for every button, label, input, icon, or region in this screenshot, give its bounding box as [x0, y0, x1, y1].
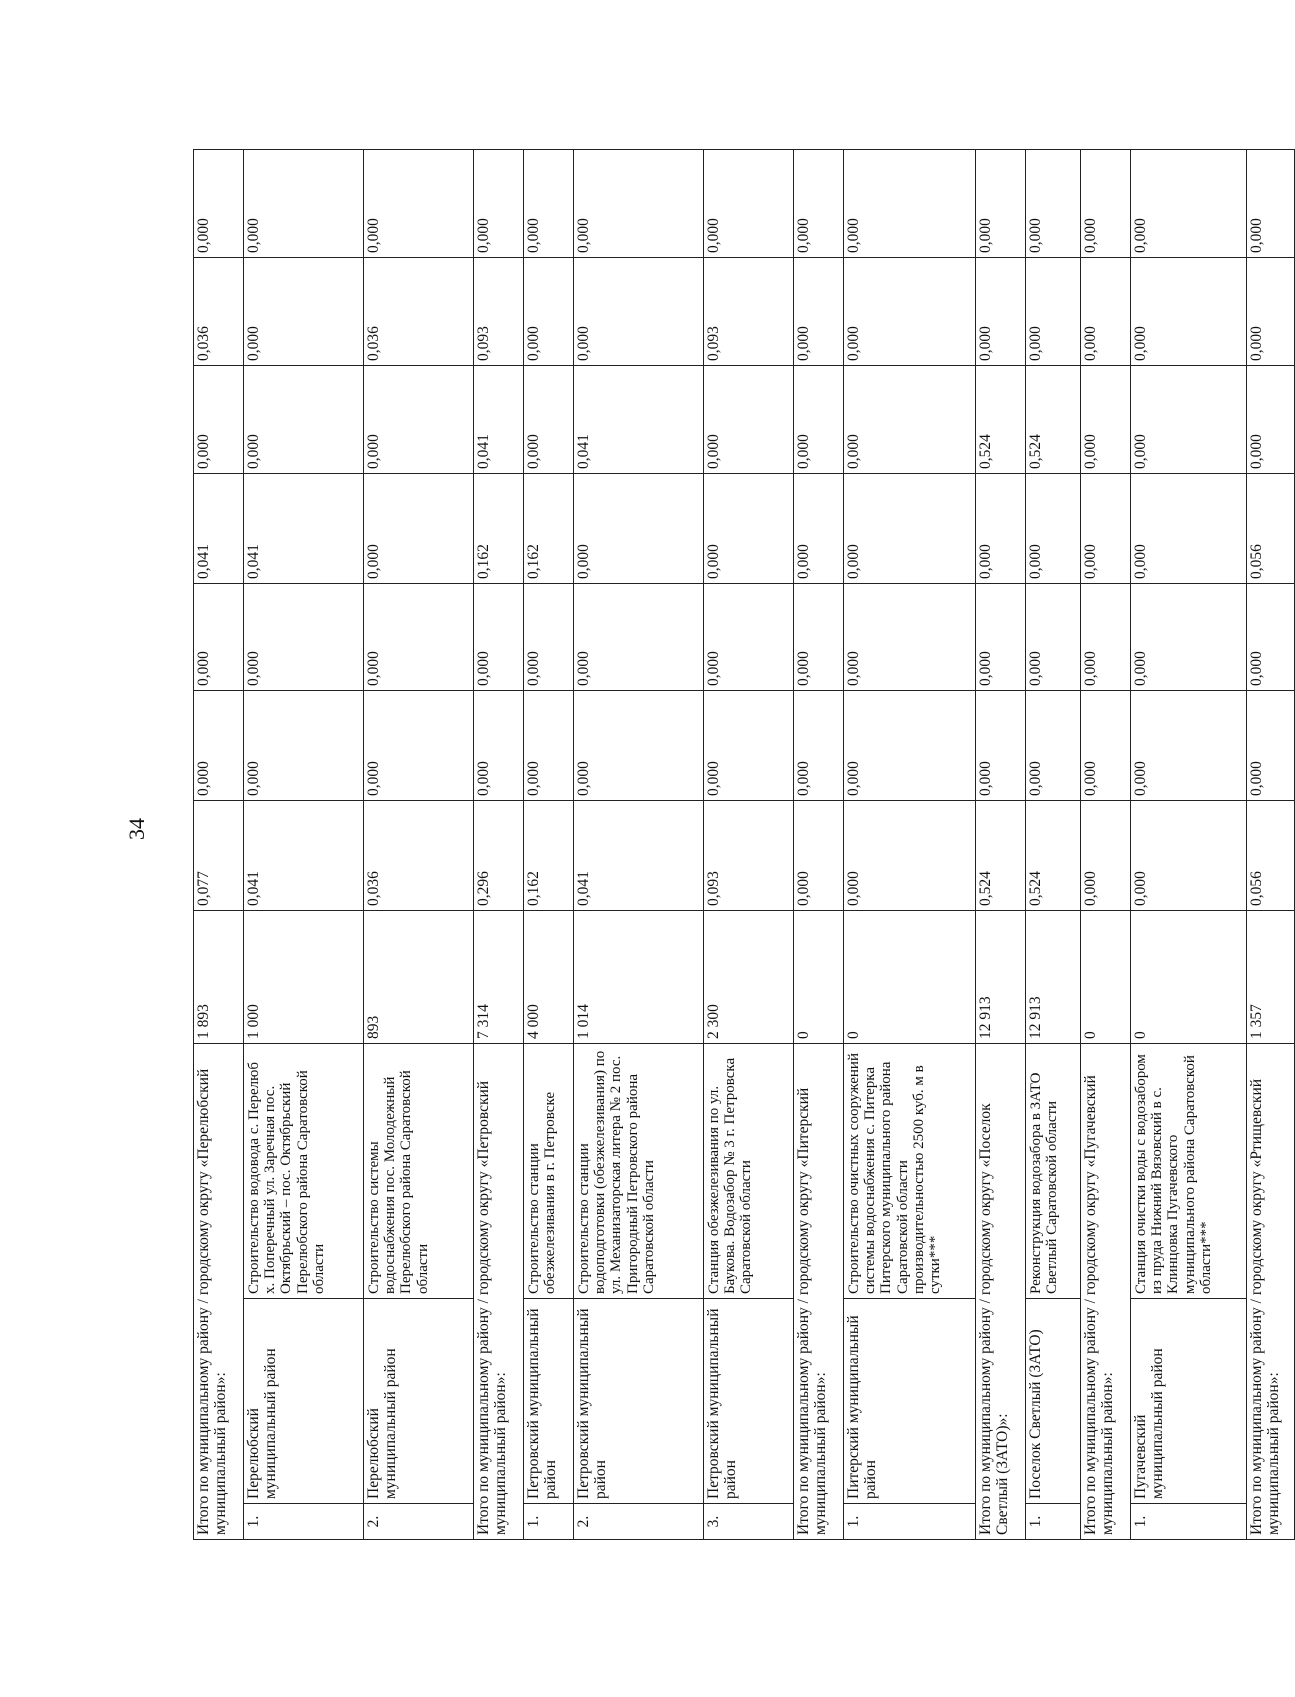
value-cell: 0,036	[364, 258, 474, 366]
value-cell: 0,041	[244, 474, 364, 584]
value-cell: 0,000	[194, 366, 244, 474]
value-cell: 0,056	[1247, 801, 1295, 911]
capacity-cell: 4 000	[524, 911, 574, 1044]
value-cell: 0,000	[1081, 150, 1131, 258]
value-cell: 0,000	[244, 258, 364, 366]
value-cell: 0,000	[194, 150, 244, 258]
value-cell: 0,000	[794, 474, 844, 584]
value-cell: 0,000	[704, 584, 794, 691]
capacity-cell: 0	[844, 911, 976, 1044]
value-cell: 0,000	[1131, 584, 1247, 691]
value-cell: 0,000	[794, 584, 844, 691]
value-cell: 0,524	[1026, 366, 1081, 474]
value-cell: 0,000	[574, 474, 704, 584]
table-row	[1131, 150, 1247, 1540]
total-label-cell: Итого по муниципальному району / городскому округу «Пугачевский муниципальный район»:	[1081, 1044, 1131, 1540]
index-cell: 3.	[704, 1504, 794, 1540]
index-cell: 2.	[364, 1504, 474, 1540]
value-cell: 0,041	[574, 801, 704, 911]
value-cell: 0,000	[1247, 258, 1295, 366]
value-cell: 0,000	[364, 474, 474, 584]
value-cell: 0,000	[194, 691, 244, 801]
district-cell: Питерский муниципальный район	[844, 1299, 976, 1504]
value-cell: 0,000	[574, 150, 704, 258]
district-cell: Петровский муниципальный район	[574, 1299, 704, 1504]
value-cell: 0,036	[364, 801, 474, 911]
total-row	[976, 150, 1026, 1540]
capacity-cell: 893	[364, 911, 474, 1044]
district-cell: Перелюбский муниципальный район	[364, 1299, 474, 1504]
value-cell: 0,000	[704, 474, 794, 584]
value-cell: 0,000	[976, 150, 1026, 258]
value-cell: 0,000	[1247, 366, 1295, 474]
project-cell: Станция очистки воды с водозабором из пруда Нижний Вязовский в с. Клинцовка Пугачевского муниципального района Саратовской области***	[1131, 1044, 1247, 1299]
value-cell: 0,041	[474, 366, 524, 474]
value-cell: 0,000	[704, 366, 794, 474]
project-cell: Станция обезжелезивания по ул. Баукова. Водозабор № 3 г. Петровска Саратовской области	[704, 1044, 794, 1299]
table-row	[1026, 150, 1081, 1540]
value-cell: 0,000	[1081, 366, 1131, 474]
value-cell: 0,000	[1081, 258, 1131, 366]
value-cell: 0,000	[1131, 366, 1247, 474]
value-cell: 0,000	[474, 691, 524, 801]
value-cell: 0,000	[1081, 691, 1131, 801]
total-row	[194, 150, 244, 1540]
value-cell: 0,056	[1247, 474, 1295, 584]
total-label-cell: Итого по муниципальному району / городскому округу «Ртищевский муниципальный район»:	[1247, 1044, 1295, 1540]
total-row	[1247, 150, 1295, 1540]
value-cell: 0,000	[574, 258, 704, 366]
capacity-cell: 7 314	[474, 911, 524, 1044]
value-cell: 0,041	[574, 366, 704, 474]
page-number: 34	[124, 818, 149, 840]
value-cell: 0,000	[1026, 474, 1081, 584]
capacity-cell: 0	[1081, 911, 1131, 1044]
value-cell: 0,041	[244, 801, 364, 911]
project-cell: Строительство системы водоснабжения пос. Молодежный Перелюбского района Саратовской области	[364, 1044, 474, 1299]
table-row	[574, 150, 704, 1540]
value-cell: 0,000	[524, 691, 574, 801]
value-cell: 0,000	[524, 150, 574, 258]
value-cell: 0,000	[844, 366, 976, 474]
value-cell: 0,000	[1131, 258, 1247, 366]
value-cell: 0,000	[364, 584, 474, 691]
value-cell: 0,000	[794, 801, 844, 911]
project-cell: Строительство очистных сооружений системы водоснабжения с. Питерка Питерского муниципального района Саратовской области производительностью 2500 куб. м в сутки***	[844, 1044, 976, 1299]
capacity-cell: 1 893	[194, 911, 244, 1044]
value-cell: 0,000	[1247, 584, 1295, 691]
capacity-cell: 12 913	[976, 911, 1026, 1044]
value-cell: 0,000	[1131, 801, 1247, 911]
value-cell: 0,000	[976, 691, 1026, 801]
index-cell: 1.	[524, 1504, 574, 1540]
value-cell: 0,524	[1026, 801, 1081, 911]
index-cell: 2.	[574, 1504, 704, 1540]
rotated-table-container	[193, 150, 1282, 1540]
index-cell: 1.	[1026, 1504, 1081, 1540]
value-cell: 0,162	[474, 474, 524, 584]
value-cell: 0,000	[794, 258, 844, 366]
value-cell: 0,000	[1026, 258, 1081, 366]
value-cell: 0,296	[474, 801, 524, 911]
value-cell: 0,000	[844, 584, 976, 691]
index-cell: 1.	[244, 1504, 364, 1540]
capacity-cell: 0	[1131, 911, 1247, 1044]
value-cell: 0,000	[574, 584, 704, 691]
project-cell: Строительство водовода с. Перелюб х. Поперечный ул. Заречная пос. Октябрьский – пос. Октябрьский Перелюбского района Саратовской области	[244, 1044, 364, 1299]
value-cell: 0,000	[244, 691, 364, 801]
value-cell: 0,000	[794, 691, 844, 801]
value-cell: 0,093	[704, 258, 794, 366]
value-cell: 0,000	[1131, 474, 1247, 584]
district-cell: Петровский муниципальный район	[704, 1299, 794, 1504]
value-cell: 0,524	[976, 801, 1026, 911]
value-cell: 0,524	[976, 366, 1026, 474]
table-body	[194, 150, 1295, 1540]
value-cell: 0,000	[844, 150, 976, 258]
value-cell: 0,162	[524, 801, 574, 911]
investment-table	[193, 149, 1295, 1540]
value-cell: 0,000	[364, 150, 474, 258]
value-cell: 0,000	[976, 584, 1026, 691]
value-cell: 0,000	[474, 150, 524, 258]
capacity-cell: 0	[794, 911, 844, 1044]
value-cell: 0,000	[794, 150, 844, 258]
total-row	[1081, 150, 1131, 1540]
project-cell: Строительство станции обезжелезивания в г. Петровске	[524, 1044, 574, 1299]
district-cell: Перелюбский муниципальный район	[244, 1299, 364, 1504]
table-row	[364, 150, 474, 1540]
value-cell: 0,000	[1081, 474, 1131, 584]
value-cell: 0,000	[844, 801, 976, 911]
value-cell: 0,077	[194, 801, 244, 911]
value-cell: 0,000	[364, 366, 474, 474]
value-cell: 0,036	[194, 258, 244, 366]
value-cell: 0,000	[1247, 691, 1295, 801]
value-cell: 0,093	[474, 258, 524, 366]
value-cell: 0,000	[1247, 150, 1295, 258]
capacity-cell: 1 357	[1247, 911, 1295, 1044]
capacity-cell: 12 913	[1026, 911, 1081, 1044]
capacity-cell: 1 000	[244, 911, 364, 1044]
value-cell: 0,000	[1026, 691, 1081, 801]
project-cell: Строительство станции водоподготовки (обезжелезивания) по ул. Механизаторская литера № 2 пос. Пригородный Петровского района Саратовской области	[574, 1044, 704, 1299]
district-cell: Петровский муниципальный район	[524, 1299, 574, 1504]
project-cell: Реконструкция водозабора в ЗАТО Светлый Саратовской области	[1026, 1044, 1081, 1299]
value-cell: 0,000	[1131, 691, 1247, 801]
district-cell: Поселок Светлый (ЗАТО)	[1026, 1299, 1081, 1504]
value-cell: 0,000	[364, 691, 474, 801]
index-cell: 1.	[1131, 1504, 1247, 1540]
value-cell: 0,000	[194, 584, 244, 691]
value-cell: 0,000	[244, 150, 364, 258]
table-row	[244, 150, 364, 1540]
value-cell: 0,000	[574, 691, 704, 801]
total-label-cell: Итого по муниципальному району / городскому округу «Петровский муниципальный район»:	[474, 1044, 524, 1540]
value-cell: 0,000	[704, 150, 794, 258]
value-cell: 0,000	[976, 474, 1026, 584]
table-row	[524, 150, 574, 1540]
district-cell: Пугачевский муниципальный район	[1131, 1299, 1247, 1504]
value-cell: 0,000	[1026, 150, 1081, 258]
value-cell: 0,093	[704, 801, 794, 911]
value-cell: 0,000	[704, 691, 794, 801]
value-cell: 0,000	[244, 366, 364, 474]
value-cell: 0,000	[844, 474, 976, 584]
capacity-cell: 1 014	[574, 911, 704, 1044]
value-cell: 0,041	[194, 474, 244, 584]
value-cell: 0,000	[1081, 801, 1131, 911]
table-row	[844, 150, 976, 1540]
total-row	[474, 150, 524, 1540]
value-cell: 0,000	[794, 366, 844, 474]
value-cell: 0,000	[844, 258, 976, 366]
value-cell: 0,162	[524, 474, 574, 584]
value-cell: 0,000	[244, 584, 364, 691]
value-cell: 0,000	[474, 584, 524, 691]
total-label-cell: Итого по муниципальному району / городскому округу «Перелюбский муниципальный район»:	[194, 1044, 244, 1540]
value-cell: 0,000	[1026, 584, 1081, 691]
value-cell: 0,000	[976, 258, 1026, 366]
capacity-cell: 2 300	[704, 911, 794, 1044]
total-row	[794, 150, 844, 1540]
value-cell: 0,000	[524, 258, 574, 366]
total-label-cell: Итого по муниципальному району / городскому округу «Питерский муниципальный район»:	[794, 1044, 844, 1540]
value-cell: 0,000	[844, 691, 976, 801]
value-cell: 0,000	[1131, 150, 1247, 258]
index-cell: 1.	[844, 1504, 976, 1540]
value-cell: 0,000	[1081, 584, 1131, 691]
value-cell: 0,000	[524, 366, 574, 474]
total-label-cell: Итого по муниципальному району / городскому округу «Поселок Светлый (ЗАТО)»:	[976, 1044, 1026, 1540]
table-row	[704, 150, 794, 1540]
value-cell: 0,000	[524, 584, 574, 691]
